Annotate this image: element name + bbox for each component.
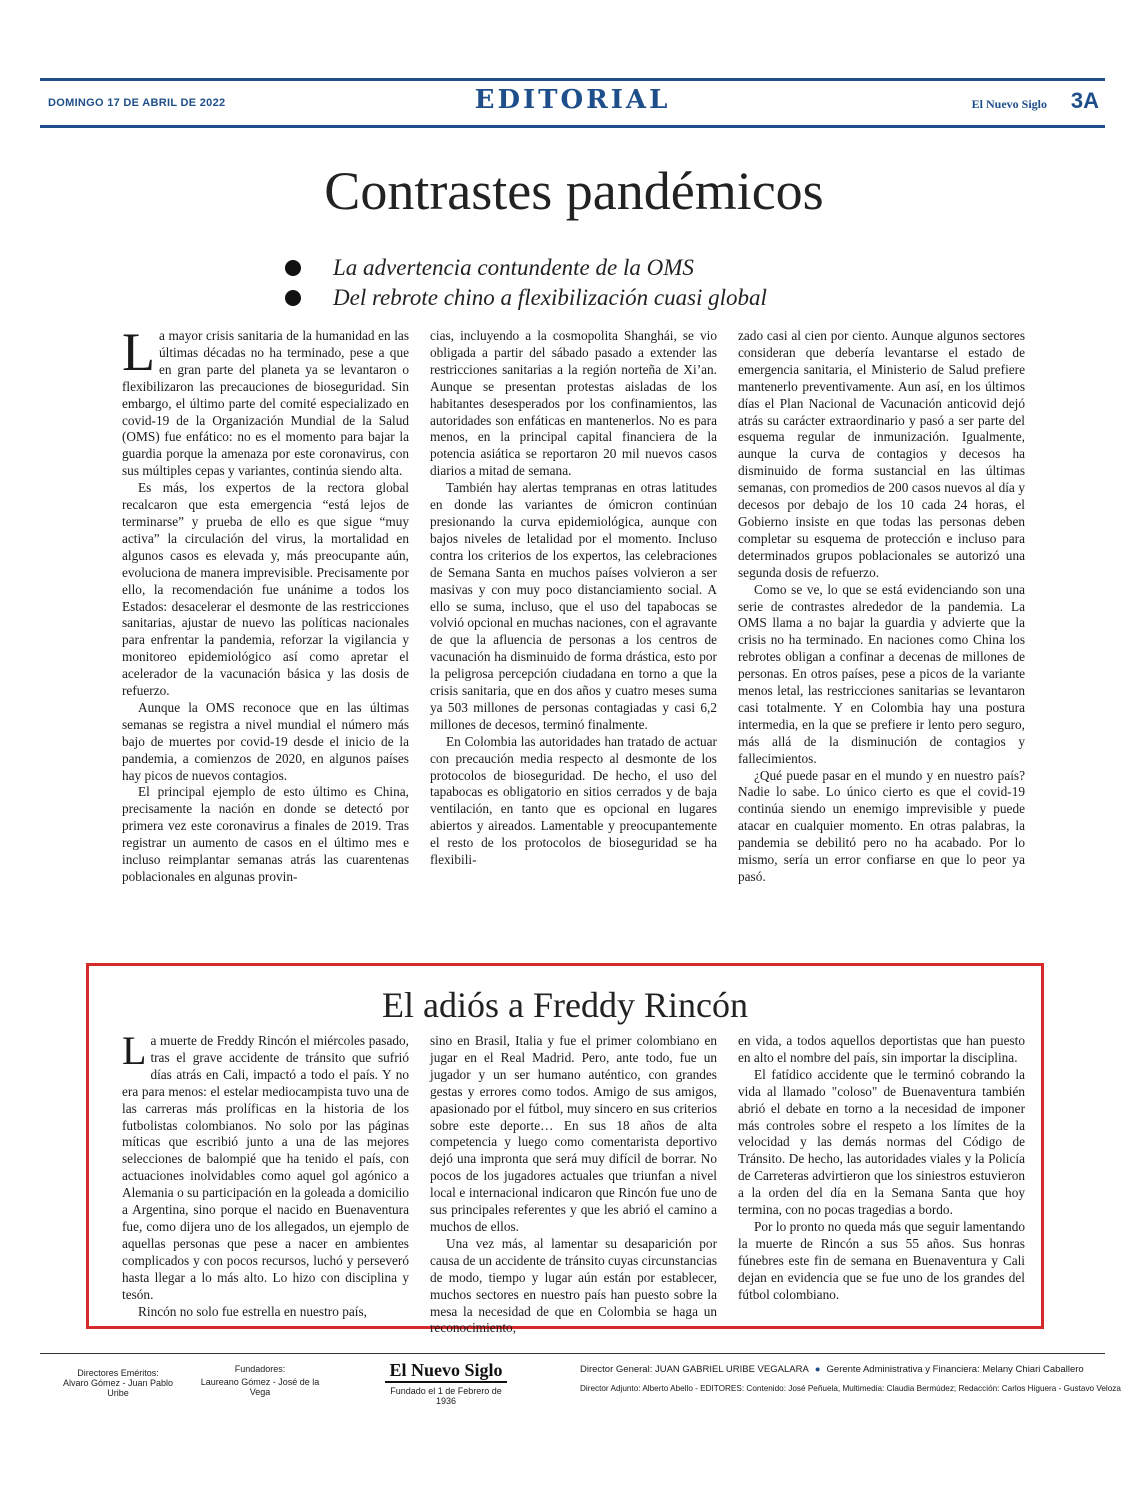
paragraph: También hay alertas tempranas en otras latitudes en donde las variantes de ómicron continúan presionando la curva epidemiológica, aunque con bajos niveles de letalidad por el momento. Incluso contra los criterios de los expertos, las celebraciones de Semana Santa en muchos países volvieron a ser masivas y con muy poco distanciamiento social. A ello se suma, incluso, que el uso del tapabocas se volvió opcional en muchas naciones, con el agravante de que la afluencia de personas a los centros de vacunación ha disminuido de forma drástica, esto por la peligrosa percepción ciudadana en torno a que la crisis sanitaria, que en dos años y cuatro meses suma ya 503 millones de personas contagiadas y casi 6,2 millones de decesos, terminó finalmente. [430,480,717,732]
main-headline: Contrastes pandémicos [324,161,824,221]
founders: Fundadores: Laureano Gómez - José de la Vega [200,1364,320,1397]
paragraph: En Colombia las autoridades han tratado de actuar con precaución media respecto al desmonte de los protocolos de bioseguridad. De hecho, el uso del tapabocas es obligatorio en sitios cerrados y de baja ventilación, en tanto que es opcional en lugares abiertos y aireados. Lamentable y preocupantemente el resto de los protocolos de bioseguridad se ha flexibili- [430,733,717,868]
main-article-body [122,322,1025,886]
management-row: Director General: JUAN GABRIEL URIBE VEGALARA ● Gerente Administrativa y Financiera: Melany Chiari Caballero [580,1364,1084,1375]
secondary-article-body [122,1028,1025,1337]
paragraph: Rincón no solo fue estrella en nuestro país, [138,1303,367,1319]
paragraph: Una vez más, al lamentar su desaparición por causa de un accidente de tránsito cuyas circunstancias de modo, tiempo y lugar aún están por establecer, muchos sectores en nuestro país han puesto sobre la mesa la necesidad de que en Colombia se haga un reconocimiento, [430,1235,717,1336]
dropcap: L [122,1028,147,1073]
subheadline-item: Del rebrote chino a flexibilización cuasi global [285,283,767,313]
paragraph: El fatídico accidente que le terminó cobrando la vida al llamado "coloso" de Buenaventura también abrió el debate en torno a la necesidad de imponer más controles sobre el respeto a los límites de la velocidad y las demás normas del Código de Tránsito. De hecho, las autoridades viales y la Policía de Carreteras advirtieron que los siniestros estuvieron a la orden del día en la Semana Santa que hoy termina, con no pocas tragedias a bordo. [738,1066,1025,1218]
paragraph: cias, incluyendo a la cosmopolita Shanghái, se vio obligada a partir del sábado pasado a extender las restricciones sanitarias a la región norteña de Xi’an. Aunque se presentan protestas aisladas de los habitantes desesperados por los confinamientos, las autoridades son enfáticas en mantenerlos. No es para menos, en la principal capital financiera de la potencia asiática se reportaron 20 mil nuevos casos diarios a mitad de semana. [430,328,717,479]
paragraph: ¿Qué puede pasar en el mundo y en nuestro país? Nadie lo sabe. Lo único cierto es que el covid-19 continúa siendo un enemigo imprevisible y puede atacar en cualquier momento. En otras palabras, la pandemia se debilitó pero no ha acabado. Por lo mismo, sería un error confiarse en que lo peor ya pasó. [738,767,1025,884]
secondary-headline: El adiós a Freddy Rincón [382,985,748,1025]
article-column [122,1028,409,1337]
page-header [40,78,1105,128]
separator-dot-icon: ● [814,1364,821,1375]
bullet-icon [285,260,301,276]
paragraph: Por lo pronto no queda más que seguir lamentando la muerte de Rincón a sus 55 años. Sus honras fúnebres este fin de semana en Buenaventura y Cali dejan en evidencia que se fue uno de los grandes del fútbol colombiano. [738,1218,1025,1302]
paragraph: sino en Brasil, Italia y fue el primer colombiano en jugar en el Real Madrid. Pero, ante todo, fue un jugador y un ser humano auténtico, con grandes gestas y errores como todos. Amigo de sus amigos, apasionado por el fútbol, muy sincero en sus criterios sobre este deporte… En sus 18 años de alta competencia y luego como comentarista deportivo dejó una impronta que será muy difícil de borrar. No pocos de los jugadores actuales que triunfan a nivel local e internacional indicaron que Rincón fue uno de sus principales referentes y que les abrió el camino a muchos de ellos. [430,1033,717,1234]
paragraph: en vida, a todos aquellos deportistas que han puesto en alto el nombre del país, sin importar la disciplina. [738,1033,1025,1065]
article-column [738,328,1025,886]
newspaper-logo: El Nuevo Siglo Fundado el 1 de Febrero de 1936 [383,1360,509,1406]
issue-date: DOMINGO 17 DE ABRIL DE 2022 [48,97,226,109]
section-title: EDITORIAL [474,85,671,115]
paragraph: Como se ve, lo que se está evidenciando son una serie de contrastes alrededor de la pandemia. La OMS llama a no bajar la guardia y advierte que la crisis no ha terminado. En naciones como China los rebrotes obligan a confinar a decenas de millones de personas. En otros países, pese a picos de la variante menos letal, las restricciones sanitarias se levantaron casi totalmente. Y en Colombia hay una postura intermedia, en la que se prefiere ir lento pero seguro, más allá de la disminución de contagios y fallecimientos. [738,581,1025,766]
footer-divider [40,1353,1105,1354]
bullet-icon [285,290,301,306]
article-column [738,1033,1025,1337]
dropcap: L [122,322,155,382]
article-column [430,328,717,886]
masthead-brand: El Nuevo Siglo [971,97,1047,111]
paragraph: Es más, los expertos de la rectora global recalcaron que esta emergencia “está lejos de terminarse” y prueba de ello es que sigue “muy activa” la circulación del virus, la mortalidad en algunos casos es elevada y, más preocupante aún, evoluciona de manera imprevisible. Precisamente por ello, la recomendación fue unánime a todos los Estados: desacelerar el desmonte de las restricciones sanitarias, ajustar de nuevo las políticas nacionales para enfrentar la pandemia, reforzar la vigilancia y monitoreo epidemiológico así como apretar el acelerador de la vacunación básica y las dosis de refuerzo. [122,480,409,699]
subheadline-item: La advertencia contundente de la OMS [285,253,767,283]
paragraph: La muerte de Freddy Rincón el miércoles pasado, tras el grave accidente de tránsito que sufrió días atrás en Cali, impactó a todo el país. Y no era para menos: el estelar mediocampista tuvo una de las carreras más prolíficas en la historia de los futbolistas colombianos. No solo por las páginas míticas que escribió junto a una de las mejores selecciones de balompié que ha tenido el país, con actuaciones inolvidables como aquel gol agónico a Alemania o su participación en la goleada a domicilio a Argentina, sino porque el nacido en Buenaventura fue, como dijera uno de los allegados, un ejemplo de aquellas personas que pese a nacer en ambientes complicados y con pocos recursos, luchó y perseveró hasta llegar a lo más alto. Lo hizo con disciplina y tesón. [122,1028,409,1302]
page-number: 3A [1070,88,1099,113]
subheadline-list [285,253,767,313]
paragraph: Aunque la OMS reconoce que en las últimas semanas se registra a nivel mundial el número más bajo de muertes por covid-19 desde el inicio de la pandemia, a comienzos de 2020, en algunos países hay picos de nuevos contagios. [122,699,409,783]
article-column [430,1033,717,1337]
emeritus-directors: Directores Eméritos: Alvaro Gómez - Juan Pablo Uribe [62,1368,174,1398]
staff-credits [580,1364,1121,1393]
paragraph: zado casi al cien por ciento. Aunque algunos sectores consideran que debería levantarse el estado de emergencia sanitaria, el Ministerio de Salud prefiere mantenerlo preventivamente. Aun así, en los últimos días el Plan Nacional de Vacunación anticovid dejó atrás su carácter extraordinario y pasó a ser parte del esquema regular de inmunización. Igualmente, aunque la curva de contagios y decesos ha disminuido de forma sustancial en las últimas semanas, con promedios de 200 casos nuevos al día y decesos por debajo de los 10 cada 24 horas, el Gobierno insiste en que todas las personas deben completar su esquema de protección e incluso para determinados grupos poblacionales se autorizó una segunda dosis de refuerzo. [738,328,1025,580]
editors-row: Director Adjunto: Alberto Abello - EDITORES: Contenido: José Peñuela, Multimedia: Claudia Bermúdez; Redacción: Carlos Higuera - Gustavo Veloza [580,1384,1121,1393]
paragraph: El principal ejemplo de esto último es China, precisamente la nación en donde se detectó por primera vez este coronavirus a finales de 2019. Tras registrar un aumento de casos en el último mes e incluso reimplantar semanas atrás las cuarentenas poblacionales en algunas provin- [122,784,409,884]
article-column [122,322,409,886]
paragraph: La mayor crisis sanitaria de la humanidad en las últimas décadas no ha terminado, pese a que en gran parte del planeta ya se levantaron o flexibilizaron las precauciones de bioseguridad. Sin embargo, el último parte del comité especializado en covid-19 de la Organización Mundial de la Salud (OMS) fue enfático: no es el momento para bajar la guardia porque la amenaza por este coronavirus, con sus múltiples cepas y variantes, continúa siendo alta. [122,322,409,479]
